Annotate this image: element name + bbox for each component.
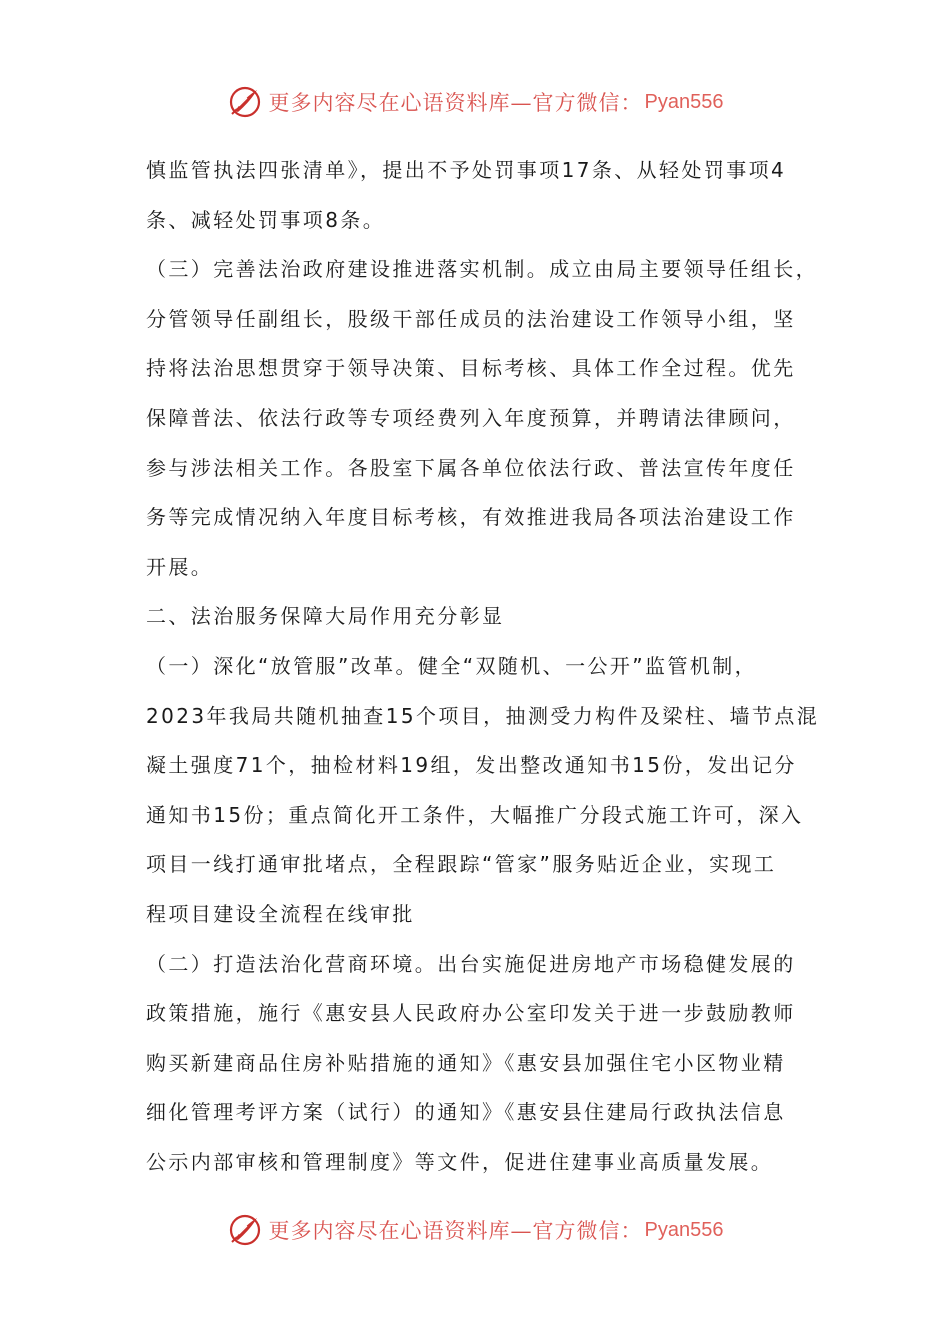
watermark-header [0,80,950,124]
watermark-footer [0,1208,950,1252]
text-line: （二）打造法治化营商环境。出台实施促进房地产市场稳健发展的 [146,951,796,976]
text-line: 公示内部审核和管理制度》等文件，促进住建事业高质量发展。 [146,1149,774,1174]
text-line: 参与涉法相关工作。各股室下属各单位依法行政、普法宣传年度任 [146,455,796,480]
text-line: 程项目建设全流程在线审批 [146,901,415,926]
watermark-text: 更多内容尽在心语资料库—官方微信： [268,91,643,115]
text-line: 凝土强度71个，抽检材料19组，发出整改通知书15份，发出记分 [146,753,797,778]
text-line: （三）完善法治政府建设推进落实机制。成立由局主要领导任组长， [146,257,818,282]
document-body [146,146,820,1187]
text-line: 通知书15份；重点简化开工条件，大幅推广分段式施工许可，深入 [146,802,804,827]
text-line: 保障普法、依法行政等专项经费列入年度预算，并聘请法律顾问， [146,405,796,430]
quill-logo-icon [227,84,263,120]
text-line: 条、减轻处罚事项8条。 [146,207,386,232]
text-line: 慎监管执法四张清单》，提出不予处罚事项17条、从轻处罚事项4 [146,158,787,182]
text-line: （一）深化“放管服”改革。健全“双随机、一公开”监管机制， [146,653,758,678]
text-line: 细化管理考评方案（试行）的通知》《惠安县住建局行政执法信息 [146,1100,786,1125]
watermark-handle: Pyan556 [644,1218,724,1241]
text-line: 项目一线打通审批堵点，全程跟踪“管家”服务贴近企业，实现工 [146,852,777,877]
text-line: 持将法治思想贯穿于领导决策、目标考核、具体工作全过程。优先 [146,356,796,381]
quill-logo-icon [227,1212,263,1248]
text-line: 务等完成情况纳入年度目标考核，有效推进我局各项法治建设工作 [146,505,796,530]
section-heading: 二、法治服务保障大局作用充分彰显 [146,604,505,629]
text-line: 2023年我局共随机抽查15个项目，抽测受力构件及梁柱、墙节点混 [146,703,820,728]
text-line: 购买新建商品住房补贴措施的通知》《惠安县加强住宅小区物业精 [146,1050,786,1075]
text-line: 开展。 [146,554,214,579]
watermark-text: 更多内容尽在心语资料库—官方微信： [268,1219,643,1243]
watermark-handle: Pyan556 [644,90,724,113]
text-line: 政策措施，施行《惠安县人民政府办公室印发关于进一步鼓励教师 [146,1001,796,1026]
text-line: 分管领导任副组长，股级干部任成员的法治建设工作领导小组，坚 [146,306,796,331]
